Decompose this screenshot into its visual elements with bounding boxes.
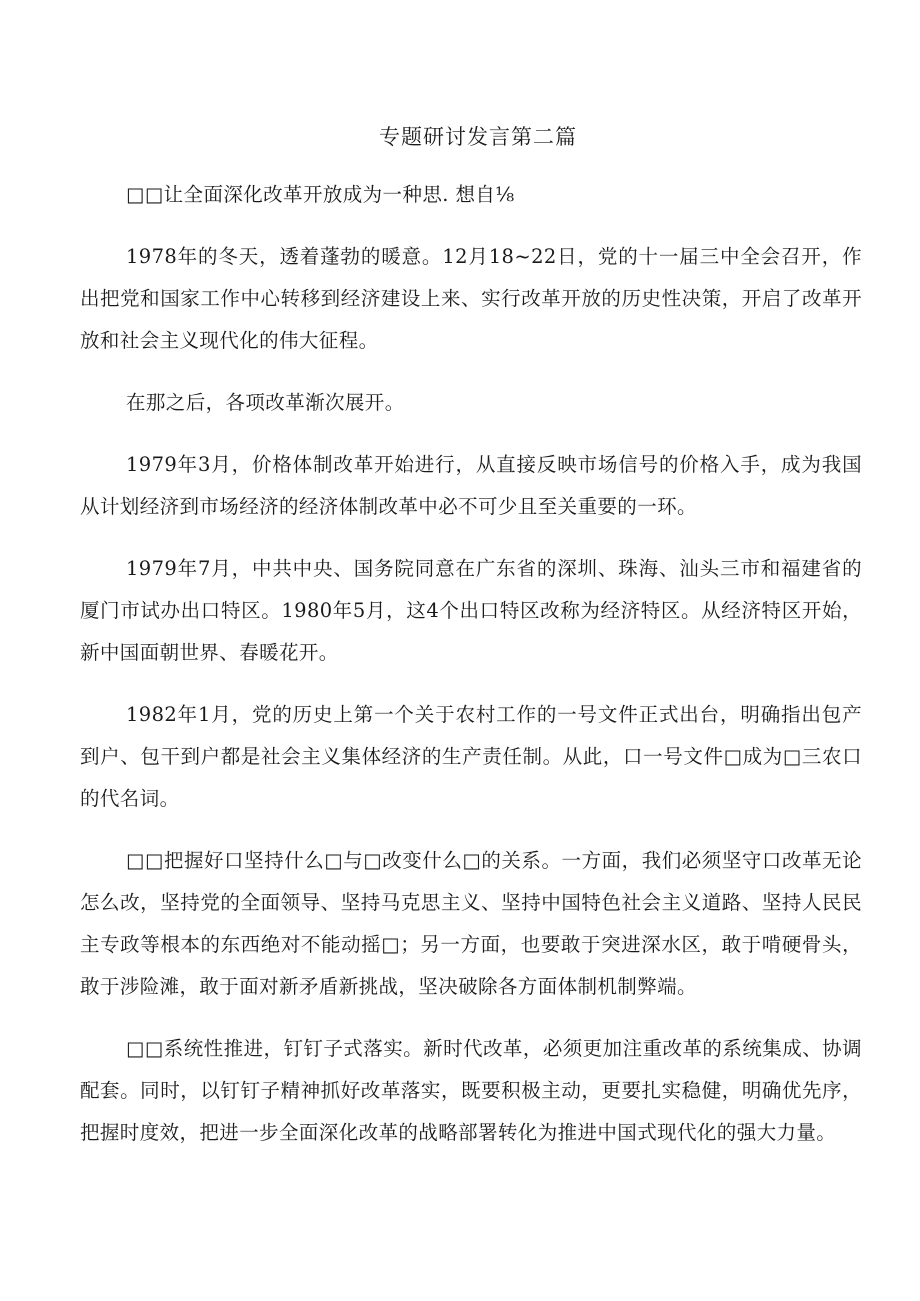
paragraph-after: 在那之后，各项改革渐次展开。 [126,391,405,414]
paragraph-1979-july: 1979年7月，中共中央、国务院同意在广东省的深圳、珠海、汕头三市和福建省的厦门市试办出口特区。1980年5月，这4个出口特区改称为经济特区。从经济特区开始，新中国面朝世界、春暖花开。 [80,557,862,664]
section-heading-1: □□让全面深化改革开放成为一种思. 想自⅛ [126,183,515,206]
paragraph-balance: □□把握好口坚持什么□与□改变什么□的关系。一方面，我们必须坚守口改革无论怎么改，坚持党的全面领导、坚持马克思主义、坚持中国特色社会主义道路、坚持人民民主专政等根本的东西绝对不能动摇□；另一方面，也要敢于突进深水区，敢于啃硬骨头，敢于涉险滩，敢于面对新矛盾新挑战，坚决破除各方面体制机制弊端。 [80,849,862,998]
paragraph-1978: 1978年的冬天，透着蓬勃的暖意。12月18~22日，党的十一届三中全会召开，作出把党和国家工作中心转移到经济建设上来、实行改革开放的历史性决策，开启了改革开放和社会主义现代化的伟大征程。 [80,245,862,352]
paragraph-1979-march: 1979年3月，价格体制改革开始进行，从直接反映市场信号的价格入手，成为我国从计划经济到市场经济的经济体制改革中必不可少且至关重要的一环。 [80,453,862,518]
document-title: 专题研讨发言第二篇 [379,125,577,149]
paragraph-systematic: □□系统性推进，钉钉子式落实。新时代改革，必须更加注重改革的系统集成、协调配套。同时，以钉钉子精神抓好改革落实，既要积极主动，更要扎实稳健，明确优先序，把握时度效，把进一步全面深化改革的战略部署转化为推进中国式现代化的强大力量。 [80,1037,862,1144]
paragraph-1982: 1982年1月，党的历史上第一个关于农村工作的一号文件正式出台，明确指出包产到户、包干到户都是社会主义集体经济的生产责任制。从此，口一号文件□成为□三农口的代名词。 [80,703,862,810]
